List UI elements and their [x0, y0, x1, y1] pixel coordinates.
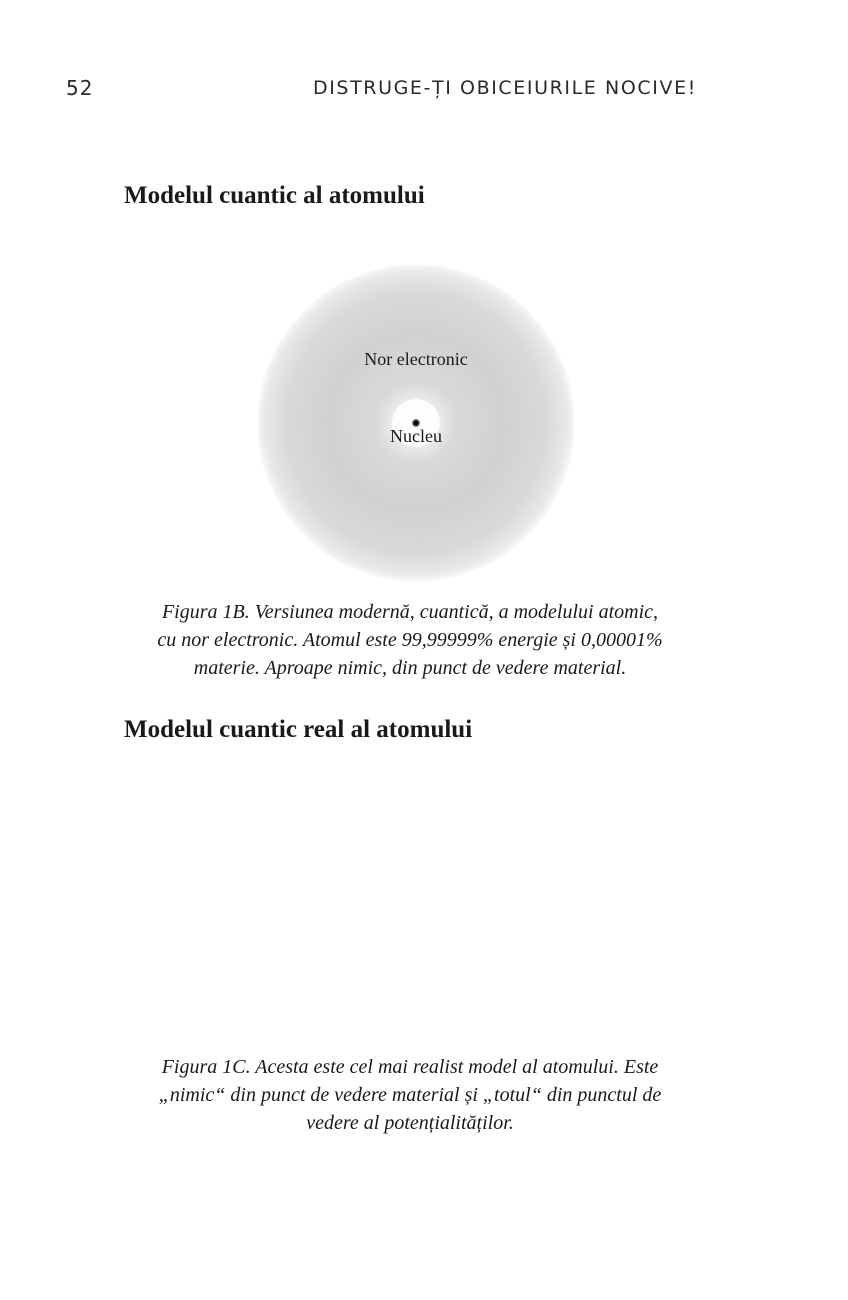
electron-cloud-figure [254, 261, 578, 585]
section-heading-quantum-model: Modelul cuantic al atomului [124, 182, 425, 209]
caption-line: cu nor electronic. Atomul este 99,99999% energie și 0,00001% [157, 629, 663, 651]
book-title: DISTRUGE-ȚI OBICEIURILE NOCIVE! [313, 77, 697, 99]
caption-line: „nimic“ din punct de vedere material și „totul“ din punctul de [158, 1084, 662, 1106]
running-head [0, 74, 848, 104]
page-number: 52 [66, 76, 94, 100]
caption-line: Figura 1C. Acesta este cel mai realist model al atomului. Este [161, 1056, 659, 1078]
figure-1b-caption [150, 598, 670, 682]
caption-line: vedere al potențialităților. [306, 1112, 514, 1134]
empty-figure-area [124, 770, 724, 1030]
nucleus-label: Nucleu [390, 426, 442, 446]
section-heading-real-quantum-model: Modelul cuantic real al atomului [124, 716, 473, 743]
electron-cloud-label: Nor electronic [364, 349, 468, 369]
caption-line: materie. Aproape nimic, din punct de vedere material. [193, 657, 627, 679]
caption-line: Figura 1B. Versiunea modernă, cuantică, a modelului atomic, [161, 601, 659, 623]
electron-cloud-illustration [254, 261, 578, 585]
figure-1c-caption [150, 1053, 670, 1137]
